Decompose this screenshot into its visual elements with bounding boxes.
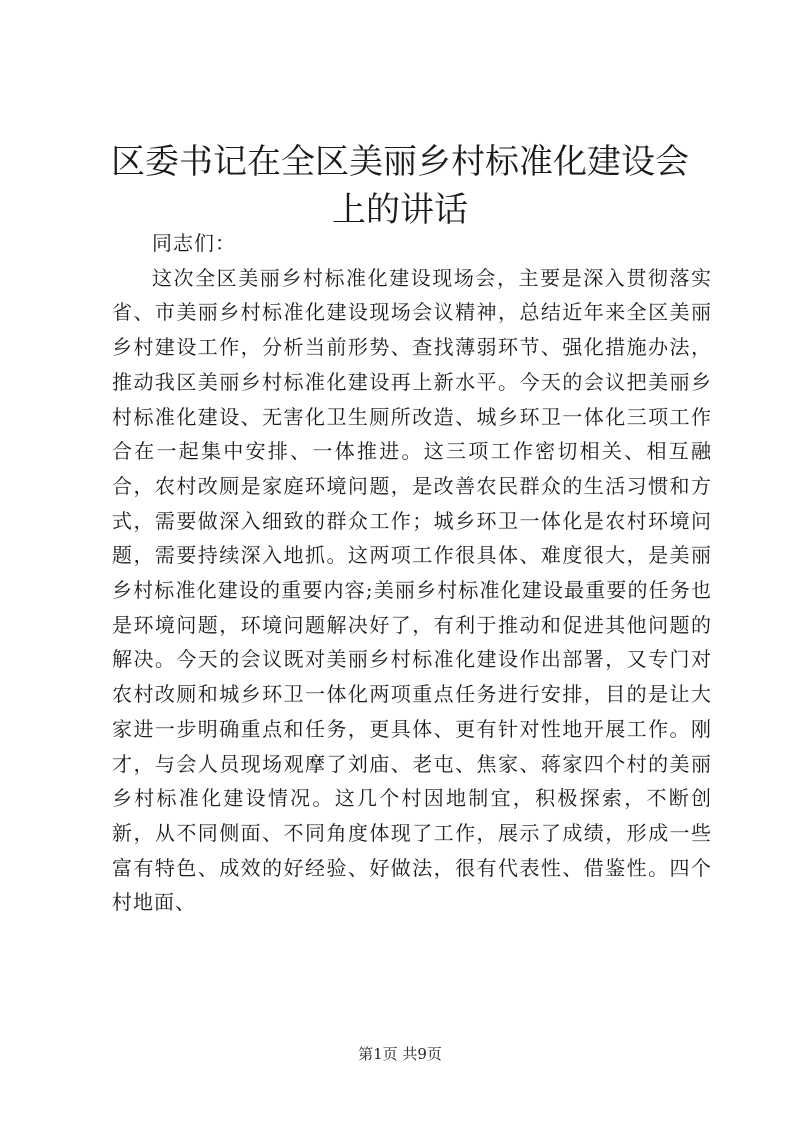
document-title: 区委书记在全区美丽乡村标准化建设会上的讲话: [111, 142, 689, 230]
salutation: 同志们：: [152, 231, 236, 255]
page-number: 第1页 共9页: [358, 1045, 442, 1063]
document-body: [112, 226, 712, 920]
paragraph: 这次全区美丽乡村标准化建设现场会，主要是深入贯彻落实省、市美丽乡村标准化建设现场会议精神，总结近年来全区美丽乡村建设工作，分析当前形势、查找薄弱环节、强化措施办法，推动我区美丽乡村标准化建设再上新水平。今天的会议把美丽乡村标准化建设、无害化卫生厕所改造、城乡环卫一体化三项工作合在一起集中安排、一体推进。这三项工作密切相关、相互融合，农村改厕是家庭环境问题，是改善农民群众的生活习惯和方式，需要做深入细致的群众工作；城乡环卫一体化是农村环境问题，需要持续深入地抓。这两项工作很具体、难度很大，是美丽乡村标准化建设的重要内容;美丽乡村标准化建设最重要的任务也是环境问题，环境问题解决好了，有利于推动和促进其他问题的解决。今天的会议既对美丽乡村标准化建设作出部署，又专门对农村改厕和城乡环卫一体化两项重点任务进行安排，目的是让大家进一步明确重点和任务，更具体、更有针对性地开展工作。刚才，与会人员现场观摩了刘庙、老屯、焦家、蒋家四个村的美丽乡村标准化建设情况。这几个村因地制宜，积极探索，不断创新，从不同侧面、不同角度体现了工作，展示了成绩，形成一些富有特色、成效的好经验、好做法，很有代表性、借鉴性。四个村地面、: [112, 265, 712, 915]
